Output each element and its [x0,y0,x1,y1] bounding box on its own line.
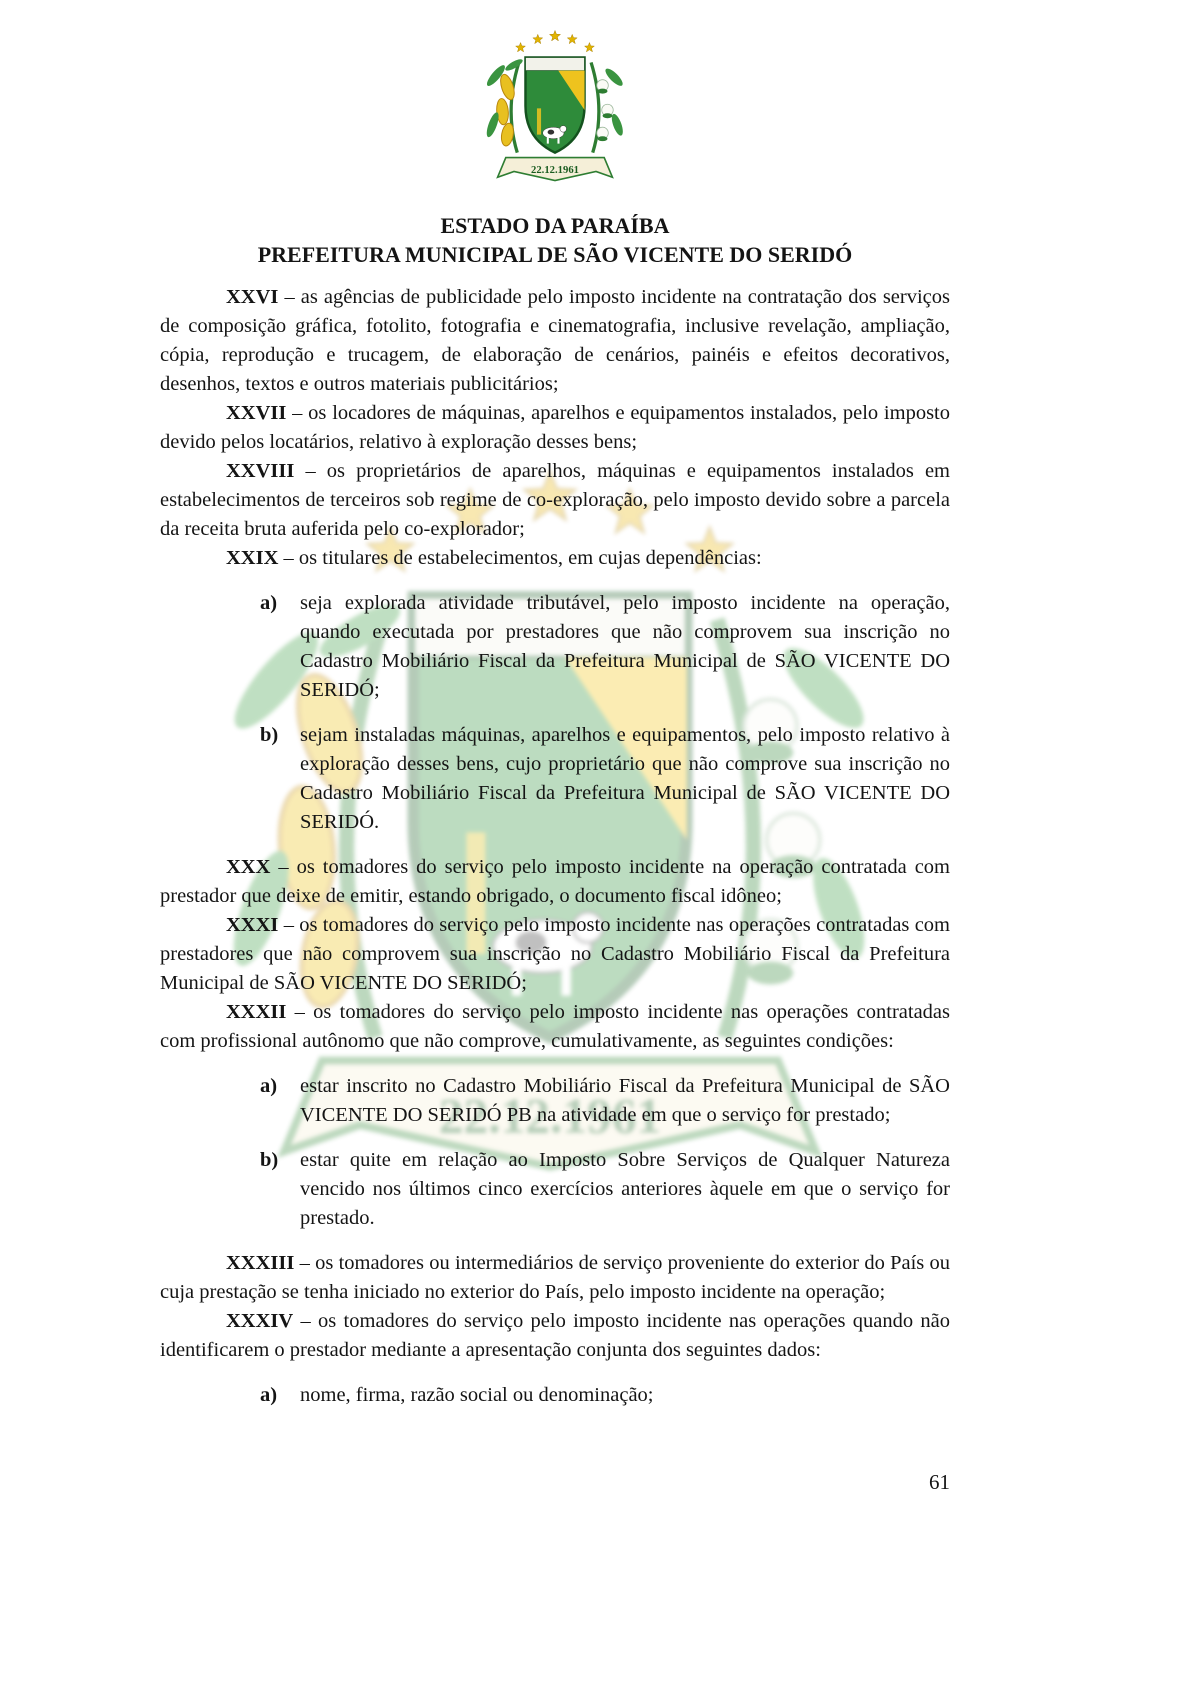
sub-item-text: sejam instaladas máquinas, aparelhos e equipamentos, pelo imposto relativo à exploração desses bens, cujo proprietário que não comprove sua inscrição no Cadastro Mobiliário Fiscal da Prefeitura Municipal de SÃO VICENTE DO SERIDÓ. [300,724,950,833]
clause-text: – os tomadores do serviço pelo imposto incidente na operação contratada com prestador que deixe de emitir, estando obrigado, o documento fiscal idôneo; [160,856,951,907]
sub-item-text: estar quite em relação ao Imposto Sobre Serviços de Qualquer Natureza vencido nos últimos cinco exercícios anteriores àquele em que o serviço for prestado. [300,1149,950,1229]
sub-item-label: a) [260,1384,278,1406]
clause-number: XXXII [226,1001,287,1023]
coat-of-arms-icon [469,28,641,192]
clause-text: – os locadores de máquinas, aparelhos e equipamentos instalados, pelo imposto devido pelos locatários, relativo à exploração desses bens; [160,402,950,453]
sub-item-xxix-a [260,589,950,705]
sub-item-label: a) [260,592,278,614]
clause-text: – os titulares de estabelecimentos, em cujas dependências: [283,547,762,569]
clause-number: XXVI [226,286,279,308]
sub-item-label: b) [260,1149,279,1171]
page-number: 61 [929,1470,950,1494]
clause-number: XXVII [226,402,287,424]
clause-number: XXXI [226,914,279,936]
sub-item-xxxiv-a [260,1381,950,1410]
clause-xxvii [160,399,950,457]
clause-text: – os proprietários de aparelhos, máquinas e equipamentos instalados em estabelecimentos de terceiros sob regime de co-exploração, pelo imposto devido sobre a parcela da receita bruta auferida pelo co-explorador; [160,460,950,540]
clause-xxvi [160,283,950,399]
clause-text: – os tomadores do serviço pelo imposto incidente nas operações contratadas com profissional autônomo que não comprove, cumulativamente, as seguintes condições: [160,1001,951,1052]
sub-item-xxix-b [260,721,950,837]
clause-xxxii [160,998,950,1056]
sub-item-text: nome, firma, razão social ou denominação; [300,1384,654,1406]
clause-text: – as agências de publicidade pelo imposto incidente na contratação dos serviços de composição gráfica, fotolito, fotografia e cinematografia, inclusive revelação, ampliação, cópia, reprodução e trucagem, de elaboração de cenários, painéis e efeitos decorativos, desenhos, textos e outros materiais publicitários; [160,286,950,395]
sub-item-xxxii-b [260,1146,950,1233]
document-header [160,28,950,269]
document-body [160,283,950,1497]
sub-item-xxxii-a [260,1072,950,1130]
clause-number: XXVIII [226,460,295,482]
clause-number: XXXIV [226,1310,294,1332]
clause-xxviii [160,457,950,544]
clause-xxx [160,853,950,911]
sub-item-text: estar inscrito no Cadastro Mobiliário Fiscal da Prefeitura Municipal de SÃO VICENTE DO SERIDÓ PB na atividade em que o serviço for prestado; [300,1075,950,1126]
clause-xxix [160,544,950,573]
clause-text: – os tomadores ou intermediários de serviço proveniente do exterior do País ou cuja prestação se tenha iniciado no exterior do País, pelo imposto incidente na operação; [160,1252,950,1303]
state-title: ESTADO DA PARAÍBA [440,213,670,238]
clause-number: XXIX [226,547,279,569]
clause-number: XXXIII [226,1252,295,1274]
municipality-title: PREFEITURA MUNICIPAL DE SÃO VICENTE DO SERIDÓ [257,242,853,267]
clause-number: XXX [226,856,271,878]
clause-xxxi [160,911,950,998]
clause-xxxiii [160,1249,950,1307]
sub-item-label: b) [260,724,279,746]
clause-text: – os tomadores do serviço pelo imposto incidente nas operações quando não identificarem o prestador mediante a apresentação conjunta dos seguintes dados: [160,1310,950,1361]
sub-item-label: a) [260,1075,278,1097]
sub-item-text: seja explorada atividade tributável, pelo imposto incidente na operação, quando executada por prestadores que não comprovem sua inscrição no Cadastro Mobiliário Fiscal da Prefeitura Municipal de SÃO VICENTE DO SERIDÓ; [300,592,950,701]
clause-xxxiv [160,1307,950,1365]
clause-text: – os tomadores do serviço pelo imposto incidente nas operações contratadas com prestadores que não comprovem sua inscrição no Cadastro Mobiliário Fiscal da Prefeitura Municipal de SÃO VICENTE DO SERIDÓ; [160,914,951,994]
